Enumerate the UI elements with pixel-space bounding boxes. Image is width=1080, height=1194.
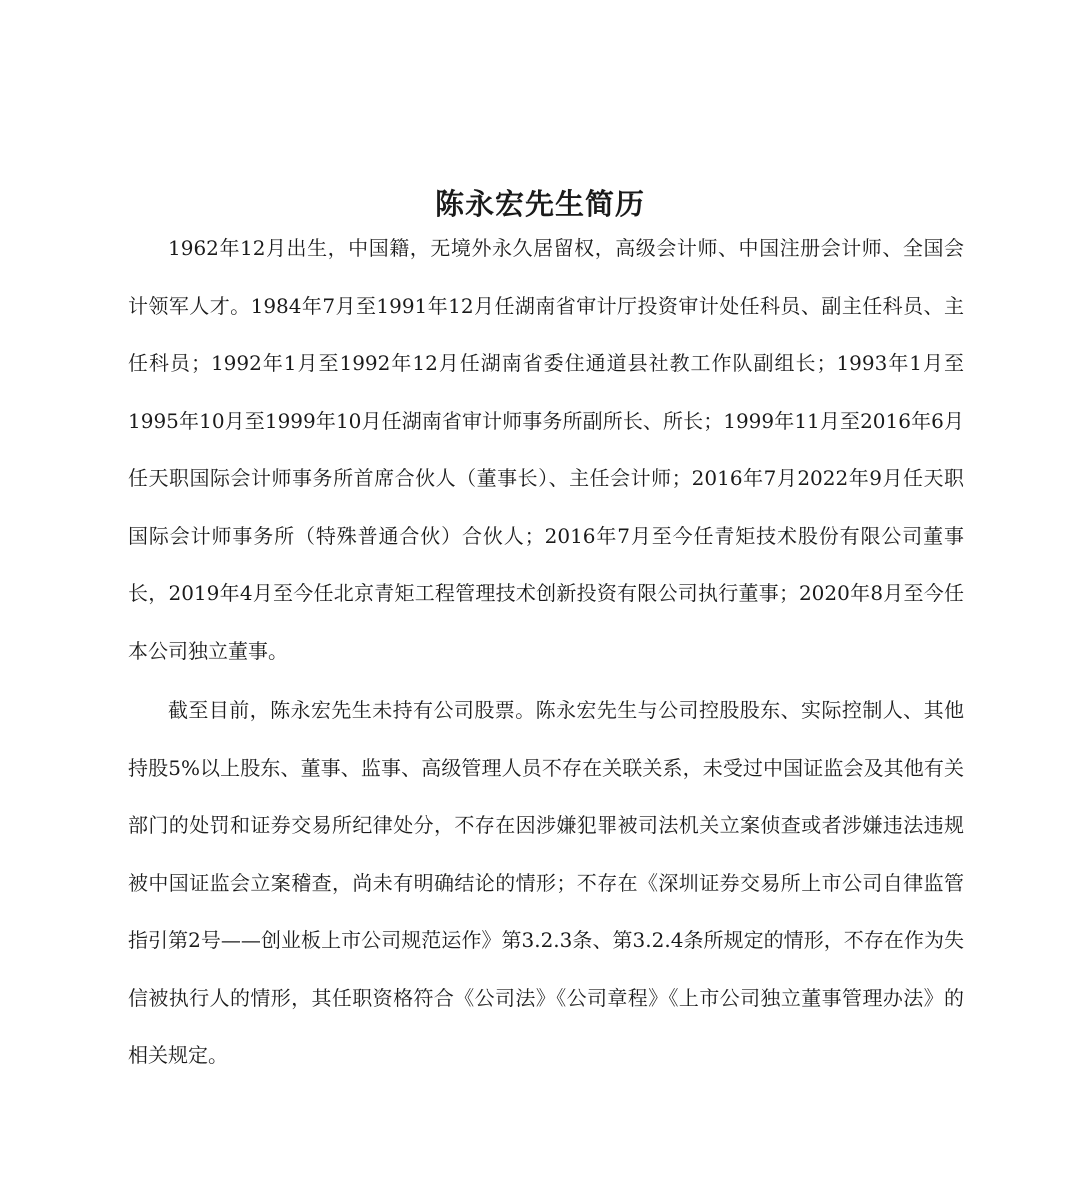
- document-title: 陈永宏先生简历: [434, 187, 645, 222]
- resume-paragraph: 1962年12月出生，中国籍，无境外永久居留权，高级会计师、中国注册会计师、全国会计领军人才。1984年7月至1991年12月任湖南省审计厅投资审计处任科员、副主任科员、主任科员；1992年1月至1992年12月任湖南省委住通道县社教工作队副组长；1993年1月至1995年10月至1999年10月任湖南省审计师事务所副所长、所长；1999年11月至2016年6月任天职国际会计师事务所首席合伙人（董事长）、主任会计师；2016年7月2022年9月任天职国际会计师事务所（特殊普通合伙）合伙人；2016年7月至今任青矩技术股份有限公司董事长，2019年4月至今任北京青矩工程管理技术创新投资有限公司执行董事；2020年8月至今任本公司独立董事。: [128, 236, 964, 663]
- shareholding-statement-paragraph: 截至目前，陈永宏先生未持有公司股票。陈永宏先生与公司控股股东、实际控制人、其他持股5%以上股东、董事、监事、高级管理人员不存在关联关系，未受过中国证监会及其他有关部门的处罚和证券交易所纪律处分，不存在因涉嫌犯罪被司法机关立案侦查或者涉嫌违法违规被中国证监会立案稽查，尚未有明确结论的情形；不存在《深圳证券交易所上市公司自律监管指引第2号——创业板上市公司规范运作》第3.2.3条、第3.2.4条所规定的情形，不存在作为失信被执行人的情形，其任职资格符合《公司法》《公司章程》《上市公司独立董事管理办法》的相关规定。: [128, 698, 964, 1067]
